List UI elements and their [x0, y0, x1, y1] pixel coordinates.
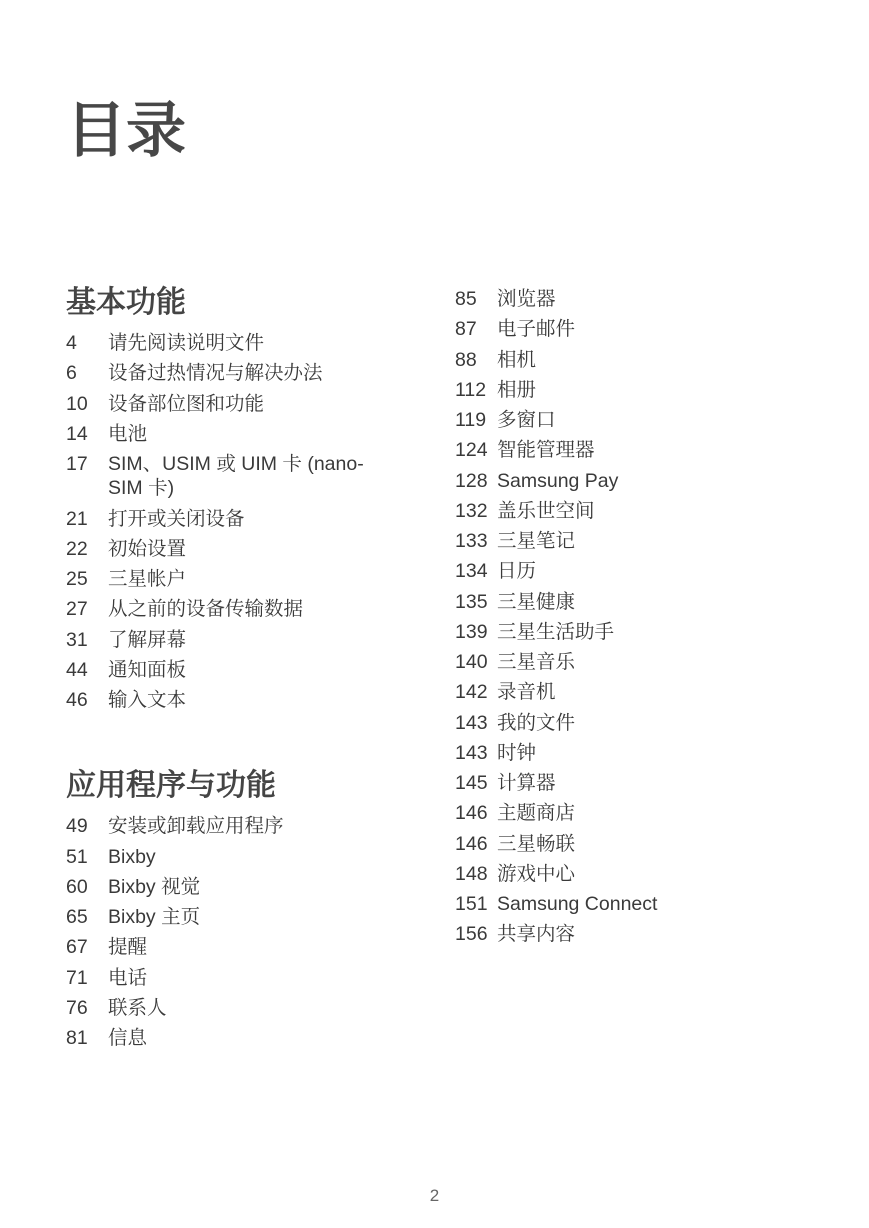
toc-entry[interactable] [66, 902, 416, 932]
toc-entry[interactable] [455, 738, 835, 768]
toc-entry-title: 三星健康 [497, 590, 576, 613]
toc-entry[interactable] [455, 435, 835, 465]
toc-entry-title: Bixby [108, 845, 156, 868]
toc-page-number: 25 [66, 568, 88, 590]
toc-entry-title: 电话 [108, 966, 148, 989]
toc-section-basic [66, 283, 416, 715]
toc-right-column [455, 284, 835, 950]
toc-entry-title: 我的文件 [497, 711, 576, 734]
toc-entry-title: SIM、USIM 或 UIM 卡 (nano-SIM 卡) [108, 453, 364, 500]
toc-entry[interactable] [66, 358, 416, 388]
toc-page-number: 135 [455, 590, 488, 613]
toc-page-number: 132 [455, 499, 488, 522]
toc-page-number: 142 [455, 681, 488, 704]
toc-page-number: 128 [455, 469, 488, 492]
toc-entry-title: 通知面板 [108, 658, 187, 681]
toc-page-number: 119 [455, 409, 487, 431]
toc-entry-title: 共享内容 [497, 923, 576, 946]
toc-page-number: 143 [455, 741, 488, 764]
toc-entry-title: 三星畅联 [497, 832, 576, 855]
toc-page-number: 60 [66, 875, 88, 898]
toc-entry[interactable] [66, 811, 416, 841]
toc-page-number: 133 [455, 530, 488, 552]
toc-page-number: 22 [66, 537, 88, 560]
toc-entry-title: 浏览器 [497, 288, 556, 310]
toc-page-number: 81 [66, 1027, 88, 1049]
toc-entry-title: 相机 [497, 348, 537, 371]
toc-page-number: 67 [66, 936, 88, 959]
toc-entry[interactable] [66, 963, 416, 993]
toc-entry[interactable] [66, 655, 416, 685]
toc-entry[interactable] [455, 345, 835, 375]
toc-entry-title: 提醒 [108, 936, 148, 959]
toc-entry[interactable] [455, 526, 835, 556]
toc-entry[interactable] [66, 1023, 416, 1053]
toc-entry[interactable] [455, 919, 835, 949]
toc-entry-title: 三星笔记 [497, 530, 576, 552]
toc-entry-title: 盖乐世空间 [497, 499, 595, 522]
toc-entry-title: 相册 [497, 378, 537, 401]
toc-entry-title: 计算器 [497, 772, 556, 794]
toc-page-number: 145 [455, 772, 488, 794]
toc-page-number: 14 [66, 422, 88, 445]
toc-entry-title: 三星生活助手 [497, 620, 615, 643]
toc-entry[interactable] [66, 564, 416, 594]
toc-page-number: 4 [66, 332, 77, 354]
toc-page-number: 6 [66, 362, 77, 385]
toc-entry[interactable] [455, 677, 835, 707]
toc-entry-title: 电子邮件 [497, 318, 576, 341]
toc-entry[interactable] [66, 534, 416, 564]
toc-page-number: 112 [455, 378, 487, 401]
page-title: 目录 [66, 97, 186, 164]
toc-page-number: 10 [66, 392, 88, 415]
toc-page-number: 146 [455, 802, 488, 825]
toc-entry[interactable] [455, 496, 835, 526]
toc-page-number: 46 [66, 689, 88, 711]
toc-entry[interactable] [66, 449, 416, 504]
toc-entry[interactable] [455, 284, 835, 314]
toc-entry-title: 设备部位图和功能 [108, 392, 265, 415]
toc-entry[interactable] [455, 405, 835, 435]
toc-entry[interactable] [455, 466, 835, 496]
toc-entry-title: Bixby 主页 [108, 906, 201, 928]
toc-entry-title: 三星音乐 [497, 651, 576, 673]
toc-entry[interactable] [455, 617, 835, 647]
toc-entry-title: 打开或关闭设备 [108, 507, 245, 530]
toc-entry[interactable] [455, 798, 835, 828]
toc-entry-title: 设备过热情况与解决办法 [108, 362, 323, 385]
toc-page-number: 139 [455, 620, 488, 643]
section-heading: 应用程序与功能 [66, 769, 276, 803]
toc-left-column [66, 283, 416, 1053]
toc-page-number: 148 [455, 862, 488, 885]
toc-page-number: 49 [66, 815, 88, 838]
toc-page-number: 87 [455, 318, 477, 341]
toc-entry[interactable] [455, 889, 835, 919]
toc-page-number: 151 [455, 893, 488, 915]
toc-entry[interactable] [455, 859, 835, 889]
toc-entry-title: 初始设置 [108, 537, 187, 560]
toc-entry[interactable] [66, 625, 416, 655]
toc-entry[interactable] [66, 685, 416, 715]
toc-page-number: 156 [455, 923, 488, 946]
toc-entry[interactable] [66, 932, 416, 962]
toc-section-apps [66, 766, 416, 1053]
page-number: 2 [429, 1186, 440, 1205]
toc-entry[interactable] [66, 872, 416, 902]
toc-entry[interactable] [455, 708, 835, 738]
toc-page-number: 31 [66, 628, 88, 651]
toc-entry[interactable] [455, 829, 835, 859]
toc-entry-title: 电池 [108, 422, 148, 445]
toc-entry[interactable] [455, 768, 835, 798]
toc-entry-title: 游戏中心 [497, 862, 576, 885]
toc-entry-title: Samsung Connect [497, 893, 658, 915]
toc-entry[interactable] [455, 375, 835, 405]
toc-page-number: 88 [455, 348, 477, 371]
toc-entry-title: 录音机 [497, 681, 556, 704]
toc-page-number: 146 [455, 832, 488, 855]
toc-entry[interactable] [455, 587, 835, 617]
toc-entry[interactable] [66, 504, 416, 534]
toc-entry-title: 了解屏幕 [108, 628, 187, 651]
toc-entry-title: 从之前的设备传输数据 [108, 598, 304, 621]
toc-page-number: 143 [455, 711, 488, 734]
toc-page-number: 27 [66, 598, 88, 621]
toc-entry-title: 多窗口 [497, 409, 556, 431]
toc-entry-title: 信息 [108, 1027, 148, 1049]
toc-entry-title: 输入文本 [108, 689, 187, 711]
toc-entry[interactable] [66, 419, 416, 449]
toc-page-number: 65 [66, 906, 88, 928]
toc-entry-title: Samsung Pay [497, 469, 619, 492]
toc-page-number: 124 [455, 439, 488, 462]
toc-entry[interactable] [66, 389, 416, 419]
toc-page-number: 71 [66, 966, 88, 989]
section-heading: 基本功能 [66, 286, 186, 319]
toc-entry-title: 安装或卸载应用程序 [108, 815, 284, 838]
toc-page-number: 17 [66, 453, 88, 475]
toc-entry[interactable] [66, 328, 416, 358]
toc-page-number: 44 [66, 658, 88, 681]
toc-page-number: 140 [455, 651, 488, 673]
toc-entry-title: 联系人 [108, 996, 167, 1019]
toc-entry[interactable] [66, 594, 416, 624]
toc-entry-title: 智能管理器 [497, 439, 595, 462]
toc-entry-title: 三星帐户 [108, 568, 187, 590]
toc-entry[interactable] [66, 993, 416, 1023]
toc-entry-title: 主题商店 [497, 802, 576, 825]
toc-entry-title: 请先阅读说明文件 [108, 332, 265, 354]
toc-entry-title: 日历 [497, 560, 537, 583]
toc-page-number: 21 [66, 507, 88, 530]
toc-page-number: 134 [455, 560, 488, 583]
toc-entry-title: Bixby 视觉 [108, 875, 201, 898]
toc-page-number: 85 [455, 288, 477, 310]
toc-entry[interactable] [66, 842, 416, 872]
toc-page-number: 76 [66, 996, 88, 1019]
toc-entry[interactable] [455, 314, 835, 344]
toc-entry[interactable] [455, 556, 835, 586]
toc-entry[interactable] [455, 647, 835, 677]
toc-entry-title: 时钟 [497, 741, 537, 764]
toc-page-number: 51 [66, 845, 88, 868]
